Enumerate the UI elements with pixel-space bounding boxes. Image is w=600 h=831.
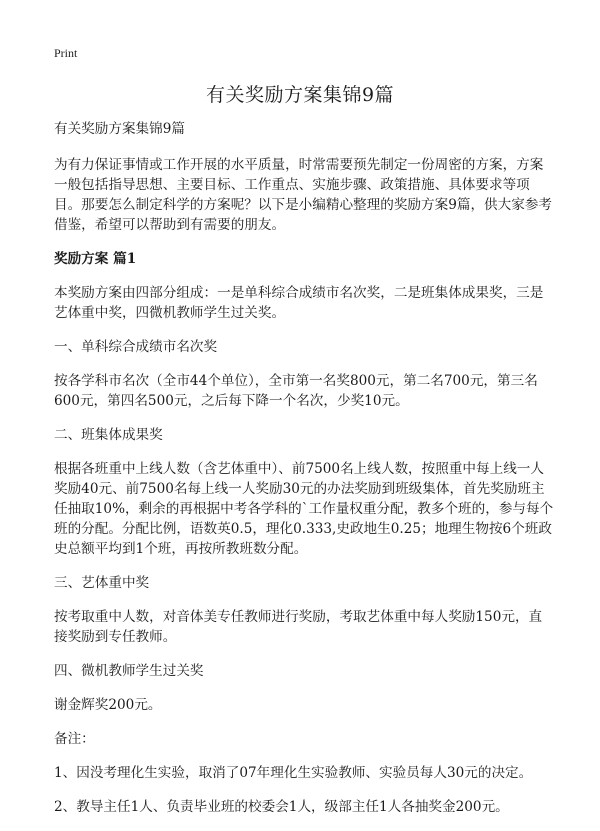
print-link[interactable]: Print: [54, 46, 78, 60]
section-2-title: 二、班集体成果奖: [54, 427, 163, 443]
note-item: 2、教导主任1人、负责毕业班的校委会1人，级部主任1人各抽奖金200元。: [54, 799, 509, 815]
notes-label: 备注：: [54, 731, 95, 747]
section-3-title: 三、艺体重中奖: [54, 575, 150, 591]
document-subtitle: 有关奖励方案集锦9篇: [54, 121, 185, 137]
section-2-body: 根据各班重中上线人数（含艺体重中）、前7500名上线人数，按照重中每上线一人奖励40元、前7500名每上线一人奖励30元的办法奖励到班级集体，首先奖励班主任抽取10%，剩余的再根据中考各学科的`工作量权重分配，教多个班的，参与每个班的分配。分配比例，语数英0.5，理化0.333,史政地生0.25；地理生物按6个班政史总额平均到1个班，再按所教班数分配。: [54, 461, 554, 557]
section-3-body: 按考取重中人数，对音体美专任教师进行奖励，考取艺体重中每人奖励150元，直接奖励到专任教师。: [54, 609, 543, 645]
document-body: [54, 119, 554, 831]
page-title: 有关奖励方案集锦9篇: [205, 84, 395, 106]
article-paragraph: 本奖励方案由四部分组成：一是单科综合成绩市名次奖，二是班集体成果奖，三是艺体重中奖，四微机教师学生过关奖。: [54, 285, 544, 321]
intro-paragraph: 为有力保证事情或工作开展的水平质量，时常需要预先制定一份周密的方案，方案一般包括指导思想、主要目标、工作重点、实施步骤、政策措施、具体要求等项目。那要怎么制定科学的方案呢？以下是小编精心整理的奖励方案9篇，供大家参考借鉴，希望可以帮助到有需要的朋友。: [54, 157, 553, 233]
section-4-body: 谢金辉奖200元。: [54, 697, 162, 713]
section-1-title: 一、单科综合成绩市名次奖: [54, 339, 218, 355]
section-1-body: 按各学科市名次（全市44个单位），全市第一名奖800元，第二名700元，第三名600元，第四名500元，之后每下降一个名次，少奖10元。: [54, 373, 538, 409]
article-heading: 奖励方案 篇1: [54, 251, 137, 267]
section-4-title: 四、微机教师学生过关奖: [54, 663, 204, 679]
note-item: 1、因没考理化生实验，取消了07年理化生实验教师、实验员每人30元的决定。: [54, 765, 533, 781]
